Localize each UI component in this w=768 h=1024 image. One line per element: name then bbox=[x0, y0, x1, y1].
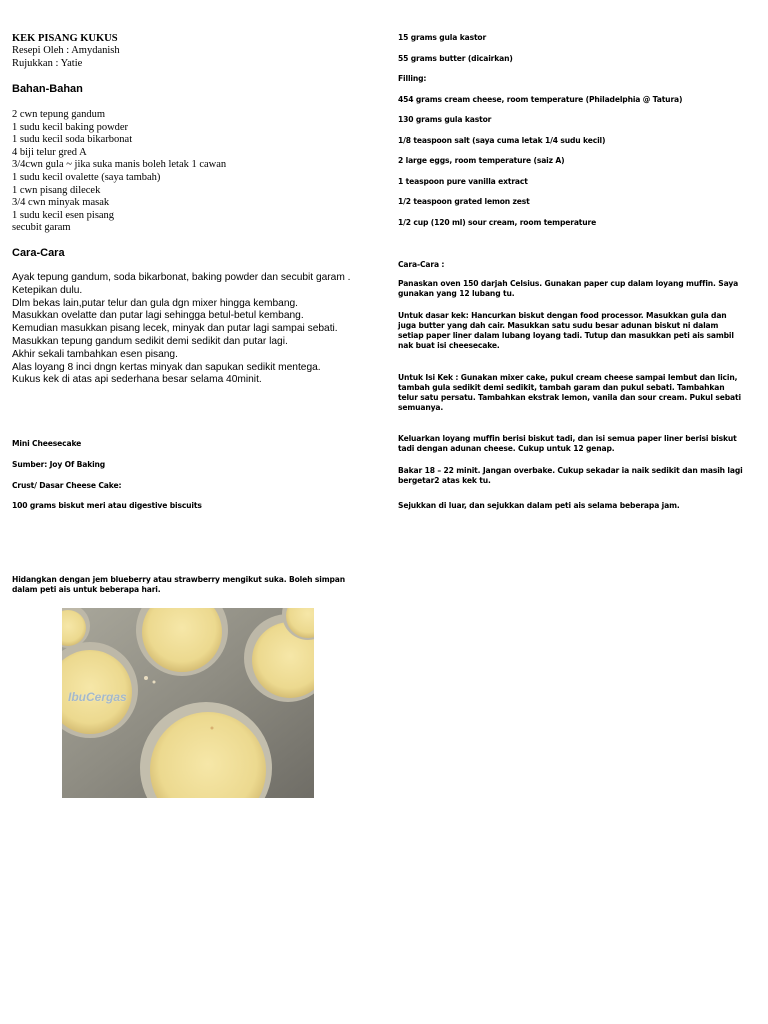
ingredient-line: 1/8 teaspoon salt (saya cuma letak 1/4 sudu kecil) bbox=[398, 136, 606, 145]
photo-watermark-logo: IbuCergas bbox=[68, 690, 127, 704]
ingredient-line: 1/2 cup (120 ml) sour cream, room temperature bbox=[398, 218, 597, 227]
ingredient-item: 2 cwn tepung gandum bbox=[12, 109, 106, 120]
ingredient-item: 4 biji telur gred A bbox=[12, 146, 87, 158]
ingredient-line: 15 grams gula kastor bbox=[398, 33, 487, 42]
cheesecake-source: Sumber: Joy Of Baking bbox=[12, 460, 106, 469]
method-step: Ketepikan dulu. bbox=[12, 284, 83, 296]
ingredients-heading: Bahan-Bahan bbox=[12, 83, 83, 95]
ingredient-item: 3/4 cwn minyak masak bbox=[12, 197, 110, 209]
cheesecake-step: Panaskan oven 150 darjah Celsius. Gunakan paper cup dalam loyang muffin. Saya gunakan yang 12 lubang tu. bbox=[398, 279, 739, 298]
ingredient-line: 1 teaspoon pure vanilla extract bbox=[398, 177, 528, 186]
ingredient-item: 1 cwn pisang dilecek bbox=[12, 184, 101, 196]
cheesecake-step: Keluarkan loyang muffin berisi biskut tadi, dan isi semua paper liner berisi biskut tadi dengan adunan cheese. Cukup untuk 12 genap. bbox=[398, 434, 737, 453]
cheesecake-title: Mini Cheesecake bbox=[12, 439, 82, 448]
ingredient-item: 1 sudu kecil esen pisang bbox=[12, 209, 115, 221]
method-step: Alas loyang 8 inci dngn kertas minyak dan sapukan sedikit mentega. bbox=[12, 361, 321, 373]
ingredient-item: secubit garam bbox=[12, 222, 71, 234]
method-step: Kemudian masukkan pisang lecek, minyak dan putar lagi sampai sebati. bbox=[12, 323, 338, 335]
cheesecake-method-heading: Cara-Cara : bbox=[398, 260, 445, 269]
recipe-reference: Rujukkan : Yatie bbox=[12, 58, 83, 69]
filling-heading: Filling: bbox=[398, 74, 427, 83]
method-step: Akhir sekali tambahkan esen pisang. bbox=[12, 348, 178, 360]
cheesecake-photo bbox=[62, 608, 314, 798]
method-heading: Cara-Cara bbox=[12, 247, 65, 259]
method-step: Dlm bekas lain,putar telur dan gula dgn mixer hingga kembang. bbox=[12, 297, 298, 309]
ingredient-item: 1 sudu kecil baking powder bbox=[12, 121, 129, 133]
ingredient-line: 1/2 teaspoon grated lemon zest bbox=[398, 197, 530, 206]
ingredient-line: 55 grams butter (dicairkan) bbox=[398, 54, 513, 63]
recipe-title: KEK PISANG KUKUS bbox=[12, 33, 118, 44]
crust-heading: Crust/ Dasar Cheese Cake: bbox=[12, 481, 122, 490]
cheesecake-step: Untuk dasar kek: Hancurkan biskut dengan food processor. Masukkan gula dan juga butter yang dah cair. Masukkan satu sudu besar adunan biskut ni dalam setiap paper liner dalam lubang loyang tadi. Tutup dan masukkan peti ais sambil nak buat isi cheesecake. bbox=[398, 311, 734, 350]
ingredient-line: 2 large eggs, room temperature (saiz A) bbox=[398, 156, 565, 165]
serving-note: Hidangkan dengan jem blueberry atau strawberry mengikut suka. Boleh simpan dalam peti ais untuk beberapa hari. bbox=[12, 575, 345, 594]
ingredient-line: 454 grams cream cheese, room temperature (Philadelphia @ Tatura) bbox=[398, 95, 683, 104]
cheesecake-step: Bakar 18 – 22 minit. Jangan overbake. Cukup sekadar ia naik sedikit dan masih lagi bergetar2 atas kek tu. bbox=[398, 466, 743, 485]
cheesecake-step: Sejukkan di luar, dan sejukkan dalam peti ais selama beberapa jam. bbox=[398, 501, 680, 510]
ingredient-item: 1 sudu kecil soda bikarbonat bbox=[12, 134, 133, 146]
ingredient-line: 130 grams gula kastor bbox=[398, 115, 492, 124]
recipe-author: Resepi Oleh : Amydanish bbox=[12, 45, 120, 56]
method-step: Ayak tepung gandum, soda bikarbonat, baking powder dan secubit garam . bbox=[12, 272, 351, 283]
method-step: Masukkan ovelatte dan putar lagi sehingga betul-betul kembang. bbox=[12, 310, 304, 322]
method-step: Masukkan tepung gandum sedikit demi sedikit dan putar lagi. bbox=[12, 335, 288, 347]
method-list bbox=[12, 272, 364, 387]
method-step: Kukus kek di atas api sederhana besar selama 40minit. bbox=[12, 374, 262, 386]
ingredient-item: 3/4cwn gula ~ jika suka manis boleh letak 1 cawan bbox=[12, 159, 227, 171]
cheesecake-step: Untuk Isi Kek : Gunakan mixer cake, pukul cream cheese sampai lembut dan licin, tambah gula sedikit demi sedikit, tambah garam dan pukul sebati. Tambahkan telur satu persatu. Tambahkan ekstrak lemon, vanila dan sour cream. Pukul sebati semuanya. bbox=[398, 373, 741, 412]
crust-biscuit-line: 100 grams biskut meri atau digestive biscuits bbox=[12, 501, 202, 510]
ingredients-list bbox=[12, 109, 372, 235]
ingredient-item: 1 sudu kecil ovalette (saya tambah) bbox=[12, 171, 161, 183]
